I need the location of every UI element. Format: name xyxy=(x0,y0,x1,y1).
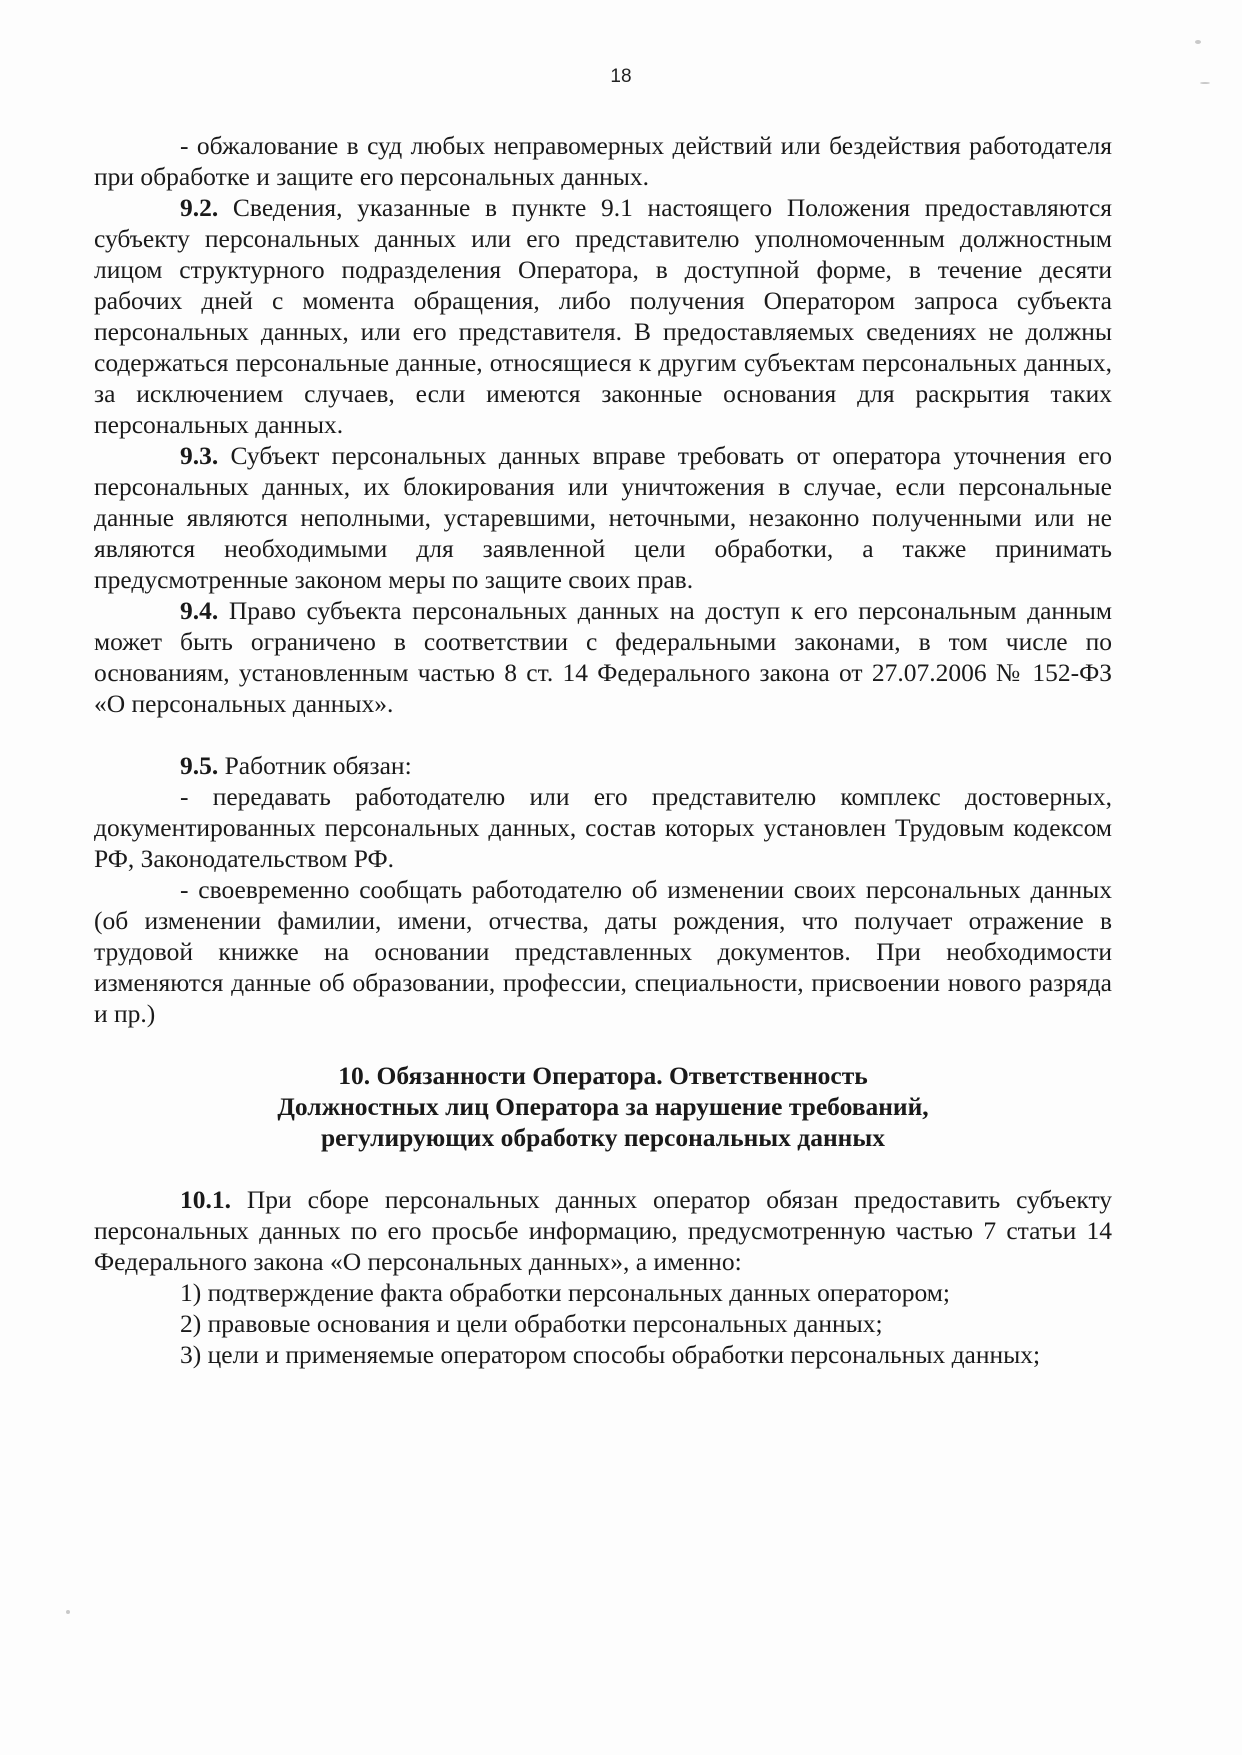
paragraph-appeal xyxy=(94,130,1112,192)
paragraph-text: При сборе персональных данных оператор обязан предоставить субъекту персональных данных по его просьбе информацию, предусмотренную частью 7 статьи 14 Федерального закона «О персональных данных», а именно: xyxy=(94,1185,1112,1276)
section-heading-line: Должностных лиц Оператора за нарушение требований, xyxy=(277,1092,929,1121)
paragraph-10-1 xyxy=(94,1184,1112,1277)
paragraph-text: - своевременно сообщать работодателю об изменении своих персональных данных (об изменении фамилии, имени, отчества, даты рождения, что получает отражение в трудовой книжке на основании представленных документов. При необходимости изменяются данные об образовании, профессии, специальности, присвоении нового разряда и пр.) xyxy=(94,875,1112,1028)
clause-number: 9.2. xyxy=(180,193,219,222)
section-heading-line: 10. Обязанности Оператора. Ответственность xyxy=(338,1061,868,1090)
paragraph-text: 3) цели и применяемые оператором способы обработки персональных данных; xyxy=(180,1340,1041,1369)
scan-artifact xyxy=(1200,82,1210,84)
paragraph-text: 2) правовые основания и цели обработки персональных данных; xyxy=(180,1309,883,1338)
paragraph-9-5-item-b xyxy=(94,874,1112,1029)
section-heading xyxy=(94,1060,1112,1153)
scan-artifact xyxy=(1195,40,1201,44)
paragraph-9-5 xyxy=(94,750,1112,781)
list-item-10-1-3 xyxy=(94,1339,1112,1370)
page-number: 18 xyxy=(610,66,632,87)
section-heading-line: регулирующих обработку персональных данных xyxy=(320,1123,885,1152)
list-item-10-1-1 xyxy=(94,1277,1112,1308)
paragraph-text: - обжалование в суд любых неправомерных действий или бездействия работодателя при обработке и защите его персональных данных. xyxy=(94,131,1112,191)
paragraph-text: - передавать работодателю или его представителю комплекс достоверных, документированных персональных данных, состав которых установлен Трудовым кодексом РФ, Законодательством РФ. xyxy=(94,782,1112,873)
clause-number: 9.5. xyxy=(180,751,219,780)
clause-number: 9.4. xyxy=(180,596,219,625)
paragraph-text: Сведения, указанные в пункте 9.1 настоящего Положения предоставляются субъекту персональных данных или его представителю уполномоченным должностным лицом структурного подразделения Оператора, в доступной форме, в течение десяти рабочих дней с момента обращения, либо получения Оператором запроса субъекта персональных данных, или его представителя. В предоставляемых сведениях не должны содержаться персональные данные, относящиеся к другим субъектам персональных данных, за исключением случаев, если имеются законные основания для раскрытия таких персональных данных. xyxy=(94,193,1112,439)
paragraph-9-5-item-a xyxy=(94,781,1112,874)
paragraph-9-3 xyxy=(94,440,1112,595)
paragraph-text: Субъект персональных данных вправе требовать от оператора уточнения его персональных данных, их блокирования или уничтожения в случае, если персональные данные являются неполными, устаревшими, неточными, незаконно полученными или не являются необходимыми для заявленной цели обработки, а также принимать предусмотренные законом меры по защите своих прав. xyxy=(94,441,1112,594)
paragraph-text: Работник обязан: xyxy=(218,751,412,780)
list-item-10-1-2 xyxy=(94,1308,1112,1339)
paragraph-text: Право субъекта персональных данных на доступ к его персональным данным может быть ограничено в соответствии с федеральными законами, в том числе по основаниям, установленным частью 8 ст. 14 Федерального закона от 27.07.2006 № 152-ФЗ «О персональных данных». xyxy=(94,596,1112,718)
scan-artifact xyxy=(66,1610,70,1614)
clause-number: 10.1. xyxy=(180,1185,231,1214)
document-body xyxy=(94,130,1112,1370)
paragraph-9-4 xyxy=(94,595,1112,719)
paragraph-9-2 xyxy=(94,192,1112,440)
clause-number: 9.3. xyxy=(180,441,219,470)
paragraph-text: 1) подтверждение факта обработки персональных данных оператором; xyxy=(180,1278,951,1307)
